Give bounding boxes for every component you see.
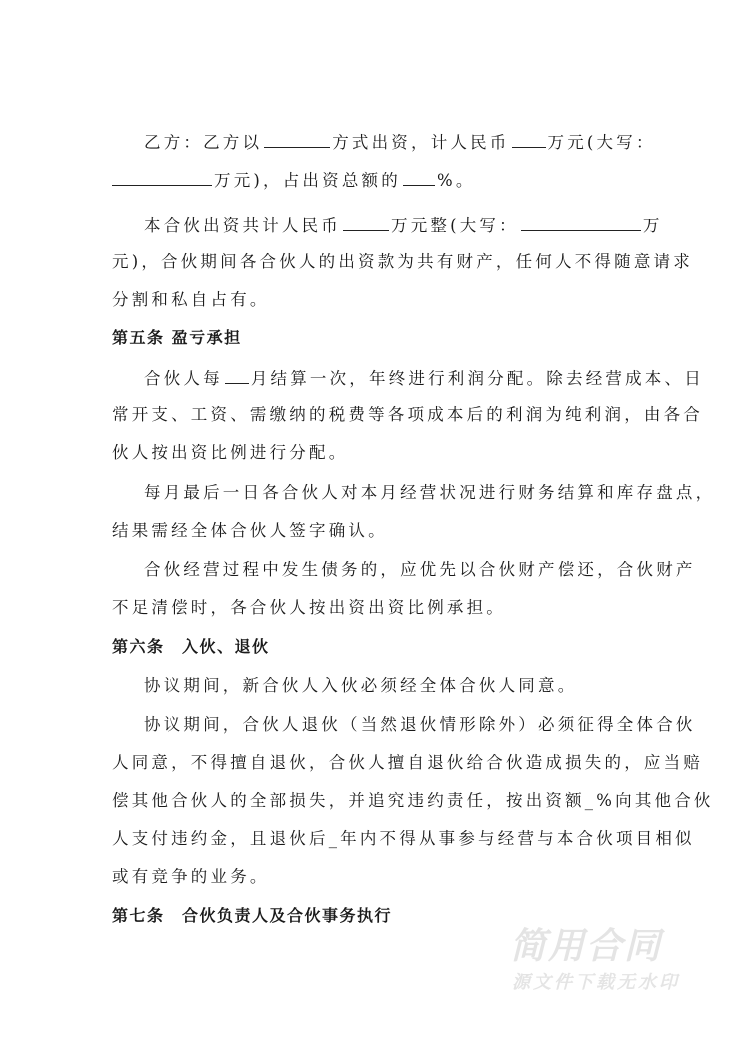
section-6-p1: 协议期间，新合伙人入伙必须经全体合伙人同意。	[144, 676, 578, 695]
blank-field	[225, 367, 249, 384]
text: 方式出资，计人民币	[332, 133, 510, 152]
text: 万	[642, 216, 663, 235]
text: 本合伙出资共计人民币	[144, 216, 341, 235]
section-7-heading: 第七条 合伙负责人及合伙事务执行	[112, 906, 393, 925]
blank-field	[112, 169, 212, 186]
section-5-p1-line2: 常开支、工资、需缴纳的税费等各项成本后的利润为纯利润，由各合	[112, 405, 703, 424]
section-6-p2-line5: 或有竞争的业务。	[112, 867, 270, 886]
section-5-p3-line2: 不足清偿时，各合伙人按出资出资比例承担。	[112, 598, 506, 617]
section-5-p3-line1: 合伙经营过程中发生债务的，应优先以合伙财产偿还，合伙财产	[144, 560, 696, 579]
total-contribution-line1	[144, 214, 663, 236]
total-contribution-line3: 分割和私自占有。	[112, 290, 270, 309]
section-6-p2-line4: 人支付违约金，且退伙后_年内不得从事参与经营与本合伙项目相似	[112, 829, 695, 848]
section-6-p2-line3: 偿其他合伙人的全部损失，并追究违约责任，按出资额_%向其他合伙	[112, 791, 714, 810]
text: 万元(大写：	[547, 133, 656, 152]
watermark-brand: 简用合同	[510, 926, 663, 967]
section-6-p2-line1: 协议期间，合伙人退伙（当然退伙情形除外）必须征得全体合伙	[144, 715, 696, 734]
section-5-heading: 第五条 盈亏承担	[112, 328, 242, 347]
text: 月结算一次，年终进行利润分配。除去经营成本、日	[250, 369, 704, 388]
section-6-heading: 第六条 入伙、退伙	[112, 637, 270, 656]
text: 乙方：乙方以	[144, 133, 263, 152]
section-5-p2-line1: 每月最后一日各合伙人对本月经营状况进行财务结算和库存盘点，	[144, 483, 716, 502]
blank-field	[521, 214, 641, 231]
blank-field	[512, 131, 546, 148]
blank-field	[343, 214, 389, 231]
blank-field	[403, 169, 435, 186]
section-6-p2-line2: 人同意，不得擅自退伙，合伙人擅自退伙给合伙造成损失的，应当赔	[112, 753, 703, 772]
section-5-p2-line2: 结果需经全体合伙人签字确认。	[112, 521, 388, 540]
text: 合伙人每	[144, 369, 223, 388]
contribution-party-b-line1	[144, 131, 656, 153]
watermark-tagline: 源文件下载无水印	[512, 972, 680, 993]
blank-field	[264, 131, 330, 148]
section-5-p1-line3: 伙人按出资比例进行分配。	[112, 443, 349, 462]
text: 万元)，占出资总额的	[214, 171, 401, 190]
total-contribution-line2: 元)，合伙期间各合伙人的出资款为共有财产，任何人不得随意请求	[112, 252, 693, 271]
contribution-party-b-line2	[112, 169, 476, 191]
section-5-p1-line1	[144, 367, 704, 389]
text: 万元整(大写：	[391, 216, 519, 235]
text: %。	[436, 171, 476, 190]
